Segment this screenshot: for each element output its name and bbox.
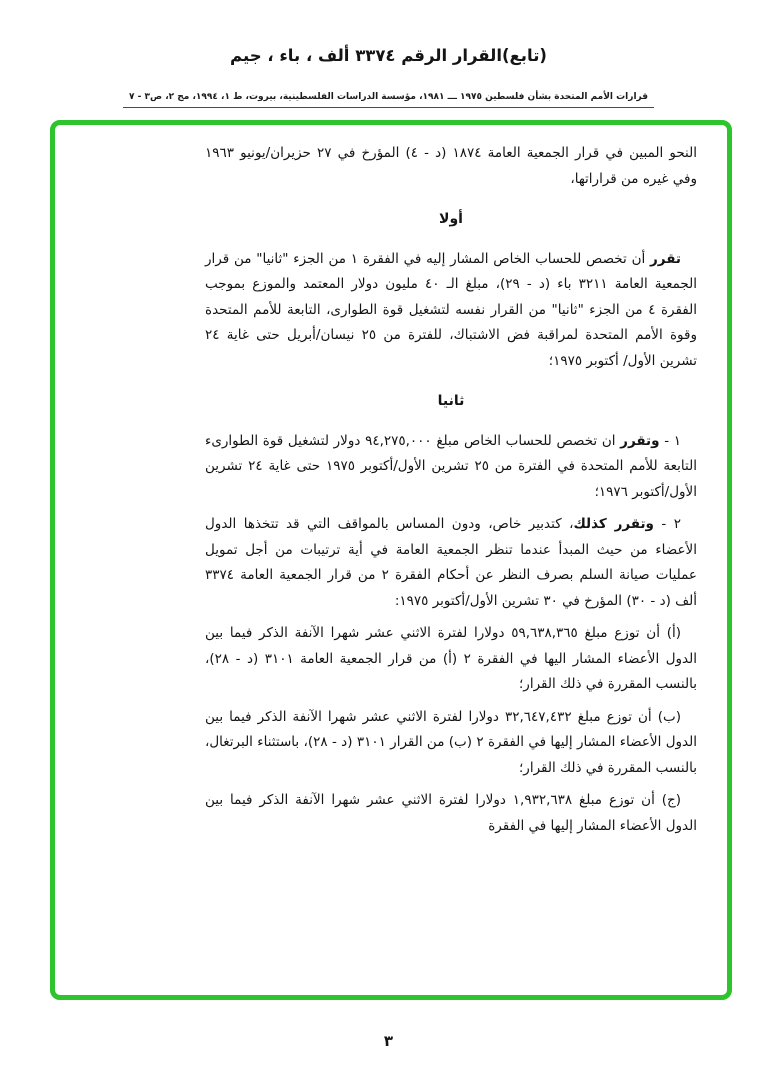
- page-number: ٣: [383, 1032, 394, 1050]
- page-header: [0, 46, 777, 108]
- paragraph-text: (ج) أن توزع مبلغ ١,٩٣٢,٦٣٨ دولارا لفترة الاثني عشر شهرا الآنفة الذكر فيما بين الدول الأعضاء المشار إليها في الفقرة: [205, 792, 697, 834]
- item-number: ٢ -: [653, 516, 681, 532]
- highlight-box: [50, 120, 732, 1000]
- page-footer: [0, 1032, 777, 1050]
- item-paragraph-2: [205, 512, 697, 614]
- item-paragraph-a: [205, 621, 697, 698]
- item-paragraph-1: [205, 429, 697, 506]
- bold-lead: تقرر: [650, 250, 681, 267]
- section-one-paragraph: [205, 247, 697, 375]
- bold-lead: وتقرر: [620, 432, 660, 449]
- paragraph-text: ، كتدبير خاص، ودون المساس بالمواقف التي قد تتخذها الدول الأعضاء من حيث المبدأ عندما تنظر الجمعية العامة في أية ترتيبات من أجل تمويل عمليات صيانة السلم بصرف النظر عن أحكام الفقرة ٢ من قرار الجمعية العامة ٣٣٧٤ ألف (د - ٣٠) المؤرخ في ٣٠ تشرين الأول/أكتوبر ١٩٧٥:: [205, 516, 697, 609]
- bold-lead: وتقرر كذلك: [573, 516, 654, 532]
- paragraph-text: (ب) أن توزع مبلغ ٣٢,٦٤٧,٤٣٢ دولارا لفترة الاثني عشر شهرا الآنفة الذكر فيما بين الدول الأعضاء المشار إليها في الفقرة ٢ (ب) من القرار ٣١٠١ (د - ٢٨)، باستثناء البرتغال، بالنسب المقررة في ذلك القرار؛: [205, 708, 697, 776]
- source-citation: قرارات الأمم المتحدة بشأن فلسطين ١٩٧٥ ـــ ١٩٨١، مؤسسة الدراسات الفلسطينية، بيروت، ط ١، ١٩٩٤، مج ٢، ص٣ - ٧: [123, 92, 654, 108]
- paragraph-text: (أ) أن توزع مبلغ ٥٩,٦٣٨,٣٦٥ دولارا لفترة الاثني عشر شهرا الآنفة الذكر فيما بين الدول الأعضاء المشار اليها في الفقرة ٢ (أ) من قرار الجمعية العامة ٣١٠١ (د - ٢٨)، بالنسب المقررة في ذلك القرار؛: [205, 625, 697, 692]
- resolution-title: (تابع)القرار الرقم ٣٣٧٤ ألف ، باء ، جيم: [230, 46, 547, 65]
- paragraph-text: ان تخصص للحساب الخاص مبلغ ٩٤,٢٧٥,٠٠٠ دولار لتشغيل قوة الطوارىء التابعة للأمم المتحدة في الفترة من ٢٥ تشرين الأول/أكتوبر ١٩٧٥ حتى غاية ٢٤ تشرين الأول/أكتوبر ١٩٧٦؛: [205, 432, 697, 500]
- item-paragraph-b: [205, 705, 697, 782]
- intro-paragraph: النحو المبين في قرار الجمعية العامة ١٨٧٤ (د - ٤) المؤرخ في ٢٧ حزيران/يونيو ١٩٦٣ وفي غيره من قراراتها،: [205, 145, 697, 187]
- section-two-heading: ثانيا: [437, 393, 465, 409]
- text-column: [205, 141, 697, 846]
- item-number: ١ -: [659, 432, 681, 449]
- section-one-heading: أولا: [439, 211, 463, 227]
- item-paragraph-c: [205, 788, 697, 839]
- paragraph-text: أن تخصص للحساب الخاص المشار إليه في الفقرة ١ من الجزء "ثانيا" من قرار الجمعية العامة ٣٢١١ باء (د - ٢٩)، مبلغ الـ ٤٠ مليون دولار المعتمد والموزع بموجب الفقرة ٤ من الجزء "ثانيا" من القرار نفسه لتشغيل قوة الطوارى، التابعة للأمم المتحدة وقوة الأمم المتحدة لمراقبة فض الاشتباك، للفترة من ٢٥ نيسان/أبريل حتى غاية ٢٤ تشرين الأول/ أكتوبر ١٩٧٥؛: [205, 250, 698, 369]
